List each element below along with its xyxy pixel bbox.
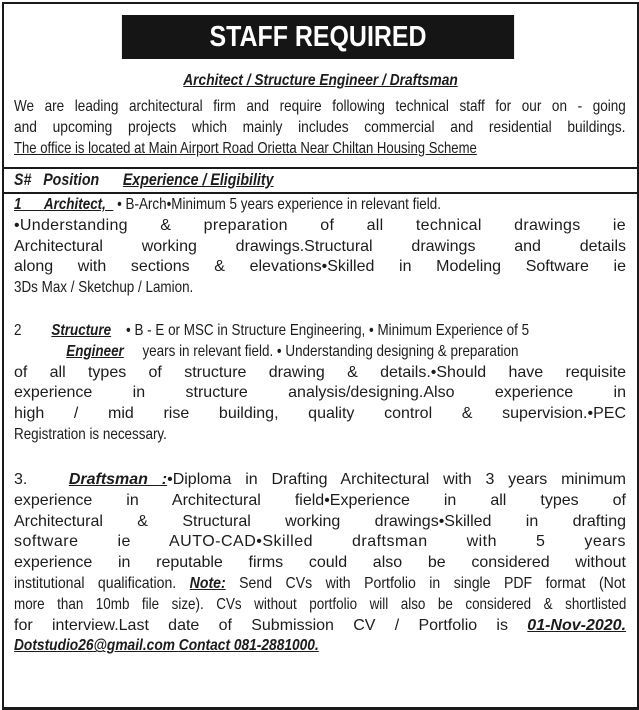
intro-line: and upcoming projects which mainly includes commercial and residential buildings. — [14, 118, 626, 136]
position-detail: experience in reputable firms could also be considered without — [14, 554, 626, 572]
position-detail: 3Ds Max / Sketchup / Lamion. — [14, 279, 194, 297]
note-text: institutional qualification. — [14, 575, 177, 592]
position-detail: years in relevant field. • Understanding designing & preparation — [142, 342, 519, 360]
header-experience: Experience / Eligibility — [122, 171, 274, 189]
position-architect — [14, 195, 626, 299]
contact-phone: Contact 081-2881000. — [178, 637, 319, 655]
position-detail: • B - E or MSC in Structure Engineering, • Minimum Experience of 5 — [126, 322, 530, 339]
position-number: 2 — [14, 322, 22, 339]
position-detail: Architectural & Structural working drawings•Skilled in drafting — [14, 512, 626, 530]
position-draftsman — [14, 470, 626, 574]
divider — [4, 192, 637, 194]
position-structure-engineer — [14, 321, 626, 446]
position-number: 1 Architect, — [14, 196, 106, 213]
intro-line: We are leading architectural firm and require following technical staff for our on - going — [14, 98, 626, 115]
divider — [4, 167, 637, 169]
note-label: Note: — [189, 575, 226, 592]
email-link[interactable]: Dotstudio26@gmail.com — [14, 637, 175, 655]
note-section — [14, 574, 626, 657]
position-detail: experience in Architectural field•Experience in all types of — [14, 491, 626, 509]
position-detail: experience in structure analysis/designing.Also experience in — [14, 384, 626, 402]
table-header — [14, 170, 626, 190]
header-position: Position — [43, 171, 100, 189]
ad-subtitle: Architect / Structure Engineer / Draftsman — [183, 72, 458, 89]
note-text: Send CVs with Portfolio in single PDF format (Not — [239, 575, 626, 592]
position-title: Draftsman : — [68, 471, 168, 488]
position-detail: along with sections & elevations•Skilled in Modeling Software ie — [14, 258, 626, 276]
position-detail: •Diploma in Drafting Architectural with 3 years minimum — [167, 471, 626, 488]
position-title: Engineer — [66, 342, 124, 360]
position-title: Structure — [51, 322, 112, 339]
position-detail: •Understanding & preparation of all technical drawings ie — [14, 216, 626, 234]
position-detail: Registration is necessary. — [14, 425, 167, 443]
job-advertisement — [2, 2, 639, 710]
note-text: more than 10mb file size). CVs without portfolio will also be considered & shortlisted — [14, 595, 627, 613]
note-text: for interview.Last date of Submission CV / Portfolio is — [14, 616, 508, 634]
position-detail: of all types of structure drawing & details.•Should have requisite — [14, 363, 626, 381]
deadline-date: 01-Nov-2020. — [527, 616, 627, 634]
ad-title: STAFF REQUIRED — [122, 15, 514, 59]
position-detail: high / mid rise building, quality control & supervision.•PEC — [14, 405, 626, 423]
position-detail: Architectural working drawings.Structural drawings and details — [14, 237, 626, 255]
position-number: 3. — [14, 471, 28, 488]
header-sno: S# — [14, 171, 32, 189]
intro-paragraph — [14, 97, 626, 159]
position-detail: • B-Arch•Minimum 5 years experience in relevant field. — [117, 196, 441, 213]
intro-line: The office is located at Main Airport Road Orietta Near Chiltan Housing Scheme — [14, 139, 477, 157]
position-detail: software ie AUTO-CAD•Skilled draftsman with 5 years — [14, 533, 626, 551]
